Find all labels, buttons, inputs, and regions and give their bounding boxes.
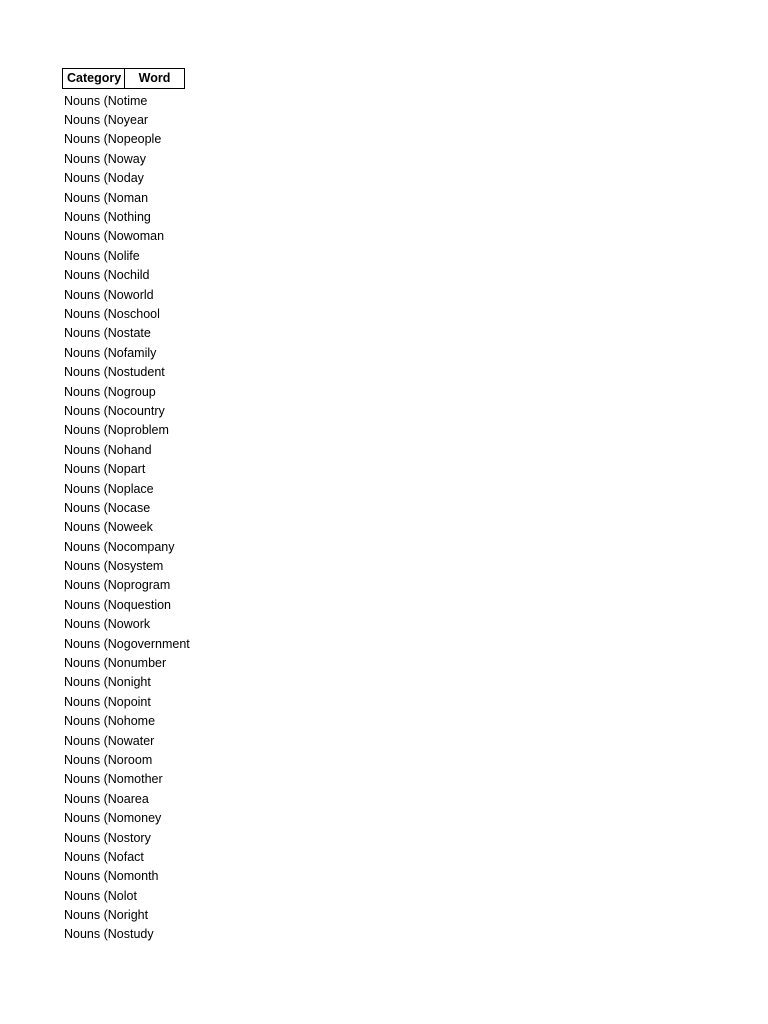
- cell-word: people: [123, 132, 162, 147]
- cell-word: money: [123, 811, 162, 826]
- table-row: [62, 770, 190, 789]
- header-word: Word: [138, 71, 171, 85]
- table-row: [62, 382, 190, 401]
- table-row: [62, 750, 190, 769]
- cell-word: water: [123, 733, 155, 748]
- cell-category: Nouns (No: [64, 210, 124, 225]
- cell-category: Nouns (No: [64, 908, 124, 923]
- table-row: [62, 634, 190, 653]
- cell-category: Nouns (No: [64, 539, 124, 554]
- cell-category: Nouns (No: [64, 248, 124, 263]
- cell-word: child: [123, 268, 150, 283]
- cell-word: night: [123, 675, 151, 690]
- cell-category: Nouns (No: [64, 714, 124, 729]
- cell-category: Nouns (No: [64, 287, 124, 302]
- table-row: [62, 712, 190, 731]
- table-row: [62, 925, 190, 944]
- table-row: [62, 479, 190, 498]
- word-table: [62, 68, 190, 944]
- table-row: [62, 149, 190, 168]
- cell-word: place: [123, 481, 154, 496]
- cell-category: Nouns (No: [64, 733, 124, 748]
- cell-word: question: [123, 597, 172, 612]
- cell-category: Nouns (No: [64, 306, 124, 321]
- cell-word: state: [123, 326, 151, 341]
- cell-category: Nouns (No: [64, 229, 124, 244]
- table-row: [62, 673, 190, 692]
- header-category: Category: [63, 69, 125, 88]
- cell-word: mother: [123, 772, 163, 787]
- cell-category: Nouns (No: [64, 636, 124, 651]
- table-row: [62, 847, 190, 866]
- table-row: [62, 595, 190, 614]
- cell-category: Nouns (No: [64, 423, 124, 438]
- cell-word: school: [123, 306, 160, 321]
- cell-word: life: [123, 248, 140, 263]
- cell-category: Nouns (No: [64, 442, 124, 457]
- table-header-row: [62, 68, 185, 89]
- cell-word: system: [123, 559, 164, 574]
- cell-category: Nouns (No: [64, 752, 124, 767]
- table-row: [62, 110, 190, 129]
- table-row: [62, 537, 190, 556]
- cell-word: man: [123, 190, 149, 205]
- cell-word: study: [123, 927, 154, 942]
- cell-word: fact: [123, 849, 144, 864]
- cell-word: student: [123, 365, 165, 380]
- cell-word: part: [123, 462, 146, 477]
- cell-category: Nouns (No: [64, 190, 124, 205]
- table-row: [62, 324, 190, 343]
- table-row: [62, 304, 190, 323]
- cell-word: time: [123, 93, 148, 108]
- cell-word: case: [123, 500, 151, 515]
- cell-word: right: [123, 908, 149, 923]
- cell-category: Nouns (No: [64, 559, 124, 574]
- cell-category: Nouns (No: [64, 481, 124, 496]
- cell-word: point: [123, 694, 151, 709]
- cell-word: government: [123, 636, 190, 651]
- cell-category: Nouns (No: [64, 656, 124, 671]
- table-row: [62, 285, 190, 304]
- table-row: [62, 556, 190, 575]
- table-row: [62, 227, 190, 246]
- cell-category: Nouns (No: [64, 500, 124, 515]
- cell-category: Nouns (No: [64, 617, 124, 632]
- cell-word: company: [123, 539, 175, 554]
- cell-category: Nouns (No: [64, 132, 124, 147]
- table-row: [62, 653, 190, 672]
- cell-category: Nouns (No: [64, 791, 124, 806]
- cell-category: Nouns (No: [64, 384, 124, 399]
- cell-category: Nouns (No: [64, 345, 124, 360]
- cell-word: thing: [123, 210, 151, 225]
- table-row: [62, 421, 190, 440]
- cell-word: week: [123, 520, 153, 535]
- cell-category: Nouns (No: [64, 849, 124, 864]
- table-body: [62, 91, 190, 944]
- cell-word: day: [123, 171, 144, 186]
- table-row: [62, 886, 190, 905]
- table-row: [62, 246, 190, 265]
- table-row: [62, 615, 190, 634]
- table-row: [62, 828, 190, 847]
- cell-category: Nouns (No: [64, 597, 124, 612]
- cell-word: program: [123, 578, 171, 593]
- cell-word: country: [123, 403, 165, 418]
- table-row: [62, 207, 190, 226]
- cell-category: Nouns (No: [64, 520, 124, 535]
- cell-category: Nouns (No: [64, 869, 124, 884]
- cell-word: story: [123, 830, 151, 845]
- cell-word: year: [123, 113, 149, 128]
- table-row: [62, 459, 190, 478]
- cell-word: family: [123, 345, 157, 360]
- cell-category: Nouns (No: [64, 694, 124, 709]
- table-row: [62, 576, 190, 595]
- cell-word: number: [123, 656, 167, 671]
- table-row: [62, 440, 190, 459]
- cell-word: world: [123, 287, 154, 302]
- cell-word: woman: [123, 229, 165, 244]
- cell-word: way: [123, 151, 146, 166]
- cell-category: Nouns (No: [64, 888, 124, 903]
- cell-category: Nouns (No: [64, 927, 124, 942]
- table-row: [62, 130, 190, 149]
- cell-word: area: [123, 791, 149, 806]
- cell-word: home: [123, 714, 156, 729]
- cell-word: lot: [123, 888, 137, 903]
- table-row: [62, 401, 190, 420]
- table-row: [62, 362, 190, 381]
- table-row: [62, 518, 190, 537]
- table-row: [62, 692, 190, 711]
- cell-word: month: [123, 869, 159, 884]
- cell-category: Nouns (No: [64, 326, 124, 341]
- cell-category: Nouns (No: [64, 675, 124, 690]
- cell-category: Nouns (No: [64, 151, 124, 166]
- table-row: [62, 169, 190, 188]
- table-row: [62, 91, 190, 110]
- cell-category: Nouns (No: [64, 268, 124, 283]
- cell-category: Nouns (No: [64, 772, 124, 787]
- table-row: [62, 343, 190, 362]
- cell-word: problem: [123, 423, 169, 438]
- cell-category: Nouns (No: [64, 578, 124, 593]
- table-row: [62, 731, 190, 750]
- cell-category: Nouns (No: [64, 811, 124, 826]
- cell-category: Nouns (No: [64, 830, 124, 845]
- table-row: [62, 905, 190, 924]
- table-row: [62, 266, 190, 285]
- cell-category: Nouns (No: [64, 113, 124, 128]
- cell-word: group: [123, 384, 156, 399]
- table-row: [62, 188, 190, 207]
- cell-category: Nouns (No: [64, 171, 124, 186]
- table-row: [62, 867, 190, 886]
- cell-category: Nouns (No: [64, 462, 124, 477]
- table-row: [62, 498, 190, 517]
- table-row: [62, 808, 190, 827]
- cell-word: room: [123, 752, 153, 767]
- cell-category: Nouns (No: [64, 365, 124, 380]
- cell-category: Nouns (No: [64, 93, 124, 108]
- cell-category: Nouns (No: [64, 403, 124, 418]
- table-row: [62, 789, 190, 808]
- cell-word: hand: [123, 442, 152, 457]
- cell-word: work: [123, 617, 151, 632]
